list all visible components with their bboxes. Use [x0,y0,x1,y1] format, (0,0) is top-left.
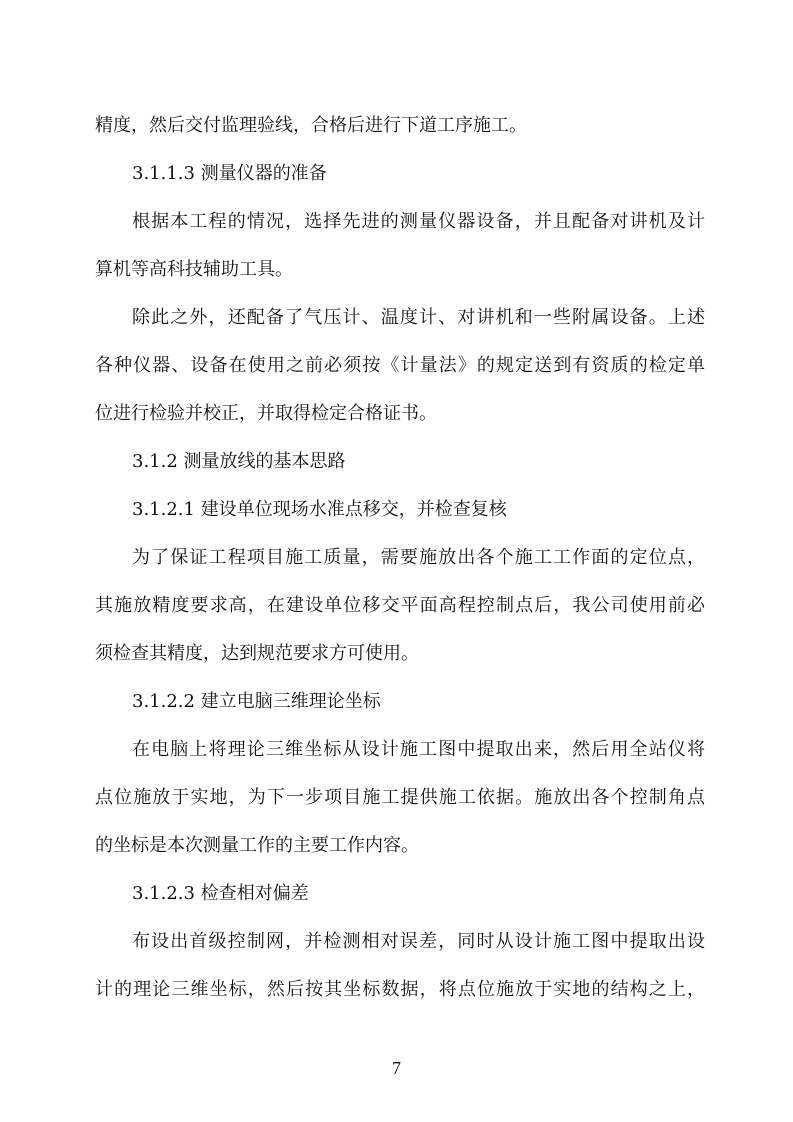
section-heading-3-1-2-3: 3.1.2.3 检查相对偏差 [132,883,309,904]
section-heading-3-1-2-1: 3.1.2.1 建设单位现场水准点移交，并检查复核 [132,499,507,520]
paragraph-line: 点位施放于实地，为下一步项目施工提供施工依据。施放出各个控制角点 [95,787,705,808]
paragraph-line: 须检查其精度，达到规范要求方可使用。 [95,643,419,664]
paragraph-line: 计的理论三维坐标，然后按其坐标数据，将点位施放于实地的结构之上， [95,979,705,1000]
paragraph-line: 在电脑上将理论三维坐标从设计施工图中提取出来，然后用全站仪将 [132,739,705,760]
paragraph-line: 根据本工程的情况，选择先进的测量仪器设备，并且配备对讲机及计 [132,211,705,232]
section-heading-3-1-2-2: 3.1.2.2 建立电脑三维理论坐标 [132,691,381,712]
paragraph-line: 位进行检验并校正，并取得检定合格证书。 [95,403,437,424]
paragraph-line: 除此之外，还配备了气压计、温度计、对讲机和一些附属设备。上述 [132,307,705,328]
paragraph-line: 为了保证工程项目施工质量，需要施放出各个施工工作面的定位点， [132,547,705,568]
paragraph-line: 算机等高科技辅助工具。 [95,259,293,280]
paragraph-line: 精度，然后交付监理验线，合格后进行下道工序施工。 [95,115,527,136]
page-number: 7 [392,1058,401,1078]
section-heading-3-1-1-3: 3.1.1.3 测量仪器的准备 [132,163,327,184]
section-heading-3-1-2: 3.1.2 测量放线的基本思路 [132,451,346,472]
paragraph-line: 各种仪器、设备在使用之前必须按《计量法》的规定送到有资质的检定单 [95,355,705,376]
paragraph-line: 布设出首级控制网，并检测相对误差，同时从设计施工图中提取出设 [132,931,705,952]
paragraph-line: 的坐标是本次测量工作的主要工作内容。 [95,835,419,856]
paragraph-line: 其施放精度要求高，在建设单位移交平面高程控制点后，我公司使用前必 [95,595,705,616]
